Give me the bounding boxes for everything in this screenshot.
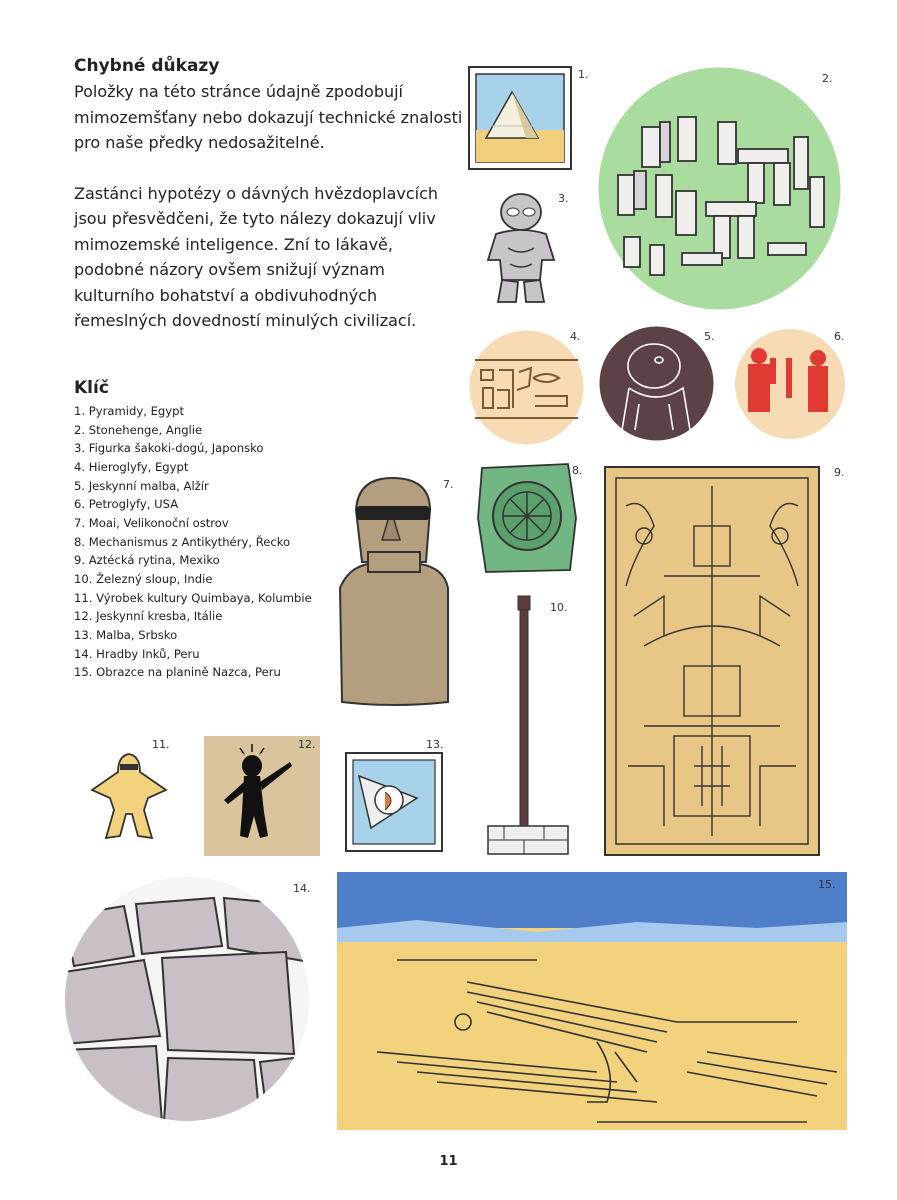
label-6: 6. (834, 330, 845, 343)
aztec-carving-illustration (604, 466, 820, 856)
nazca-lines-illustration (337, 872, 847, 1130)
key-item: 3. Figurka šakoki-dogú, Japonsko (74, 441, 264, 456)
label-1: 1. (578, 68, 589, 81)
inca-walls-illustration (64, 876, 310, 1122)
key-item: 1. Pyramidy, Egypt (74, 404, 185, 418)
label-11: 11. (152, 738, 170, 751)
key-list (74, 402, 312, 682)
intro-paragraph-1: Položky na této stránce údajně zpodobují mimozemšťany nebo dokazují technické znalosti pro naše předky nedosažitelné. (74, 82, 463, 152)
moai-illustration (334, 472, 454, 710)
label-9: 9. (834, 466, 845, 479)
label-13: 13. (426, 738, 444, 751)
serbia-painting-illustration (345, 752, 443, 852)
label-12: 12. (298, 738, 316, 751)
key-item: 14. Hradby Inků, Peru (74, 646, 200, 661)
label-4: 4. (570, 330, 581, 343)
page-number: 11 (439, 1154, 458, 1169)
key-item: 10. Železný sloup, Indie (74, 571, 213, 586)
dogu-figurine-illustration (480, 190, 562, 306)
key-item: 5. Jeskynní malba, Alžír (74, 478, 209, 493)
label-7: 7. (443, 478, 454, 491)
cave-painting-algeria-illustration (599, 326, 714, 441)
key-item: 7. Moai, Velikonoční ostrov (74, 515, 229, 530)
key-item: 15. Obrazce na planině Nazca, Peru (74, 665, 281, 680)
key-item: 9. Aztécká rytina, Mexiko (74, 553, 220, 568)
label-14: 14. (293, 882, 311, 895)
key-item: 12. Jeskynní kresba, Itálie (74, 609, 223, 624)
iron-pillar-illustration (484, 594, 574, 856)
intro-paragraph-2: Zastánci hypotézy o dávných hvězdoplavcích jsou přesvědčeni, že tyto nálezy dokazují vliv mimozemské inteligence. Zní to lákavě, podobné názory ovšem snižují význam kulturního bohatství a obdivuhodných řemeslných dovedností minulých civilizací. (74, 183, 439, 330)
petroglyphs-usa-illustration (734, 328, 846, 440)
label-15: 15. (818, 878, 836, 891)
cave-drawing-italy-illustration (204, 736, 320, 856)
key-item: 11. Výrobek kultury Quimbaya, Kolumbie (74, 590, 312, 605)
quimbaya-artifact-illustration (88, 750, 170, 842)
key-item: 13. Malba, Srbsko (74, 627, 178, 642)
pyramid-illustration (468, 66, 572, 170)
key-title: Klíč (74, 378, 109, 398)
label-5: 5. (704, 330, 715, 343)
antikythera-mechanism-illustration (472, 458, 582, 578)
intro-text (74, 79, 464, 359)
hieroglyphs-illustration (469, 330, 584, 445)
label-2: 2. (822, 72, 833, 85)
label-8: 8. (572, 464, 583, 477)
label-3: 3. (558, 192, 569, 205)
key-item: 6. Petroglyfy, USA (74, 497, 179, 512)
key-item: 4. Hieroglyfy, Egypt (74, 459, 189, 474)
label-10: 10. (550, 601, 568, 614)
key-item: 8. Mechanismus z Antikythéry, Řecko (74, 534, 291, 549)
key-item: 2. Stonehenge, Anglie (74, 422, 203, 437)
page-title: Chybné důkazy (74, 56, 220, 76)
stonehenge-illustration (598, 67, 841, 310)
